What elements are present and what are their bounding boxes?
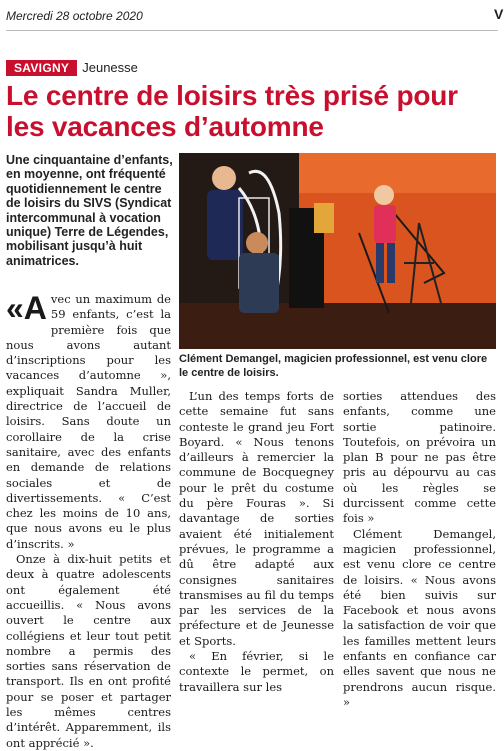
body-paragraph-text: vec un maximum de 59 enfants, c’est la première fois que nous avons autant d’inscriptions pour les vacances d’automne », expliquait Sandra Muller, directrice de l’accueil de loisirs. Sans doute un corollaire de la crise sanitaire, avec des enfants en demande de relations sociales et de divertissements. « C’est chez les moins de 10 ans, que nous avons eu le plus d’inscrits. » — [6, 292, 171, 551]
body-column-2 — [179, 389, 334, 695]
body-paragraph: Clément Demangel, magicien professionnel, est venu clore ce centre de loisirs. « Nous avons été bien suivis sur Facebook et nous avons la satisfaction de voir que les familles mettent leurs enfants en confiance car elles savent que nous ne prendrons aucun risque. » — [343, 526, 496, 709]
newspaper-logo-fragment: V — [494, 6, 504, 22]
body-paragraph: « En février, si le contexte le permet, on travaillera sur les — [179, 649, 334, 694]
page-header — [0, 0, 504, 30]
article-kicker — [6, 60, 138, 75]
body-column-1 — [6, 292, 171, 751]
section-subtitle: Jeunesse — [82, 60, 138, 75]
body-paragraph — [6, 292, 171, 552]
section-tag: SAVIGNY — [6, 60, 77, 76]
drop-cap: «A — [6, 290, 47, 326]
article-headline: Le centre de loisirs très prisé pour les vacances d’automne — [6, 80, 458, 142]
header-divider — [6, 30, 498, 31]
photo-caption: Clément Demangel, magicien professionnel, est venu clore le centre de loisirs. — [179, 353, 488, 379]
publication-date: Mercredi 28 octobre 2020 — [6, 9, 143, 23]
body-paragraph: L’un des temps forts de cette semaine fut sans conteste le grand jeu Fort Boyard. « Nous tenons d’ailleurs à remercier la commune de Bocquegney pour le prêt du costume du père Fouras ». Si davantage de sorties avaient été initialement prévues, le programme a dû être adapté aux consignes sanitaires transmises au fil du temps par les services de la préfecture et de Jeunesse et Sports. — [179, 389, 334, 648]
body-paragraph: sorties attendues des enfants, comme une sortie patinoire. Toutefois, on prévoira un plan B pour ne pas être pris au dépourvu au cas où les règles se durcissent comme cette fois » — [343, 389, 496, 526]
body-paragraph: Onze à dix-huit petits et deux à quatre adolescents ont également été accueillis. « Nous avons ouvert le centre aux collégiens et leur tout petit nombre a permis des sorties sans réservation de transport. Ils en ont profité pour se poser et partager les mêmes centres d’intérêt. Apparemment, ils ont apprécié ». — [6, 552, 171, 750]
body-column-3 — [343, 389, 496, 710]
magician-photo-illustration — [179, 153, 496, 349]
article-lead: Une cinquantaine d’enfants, en moyenne, ont fréquenté quotidiennement le centre de loisirs du SIVS (Syndicat intercommunal à vocation unique) Terre de Légendes, mobilisant jusqu’à huit animatrices. — [6, 153, 173, 268]
article-photo — [179, 153, 496, 349]
